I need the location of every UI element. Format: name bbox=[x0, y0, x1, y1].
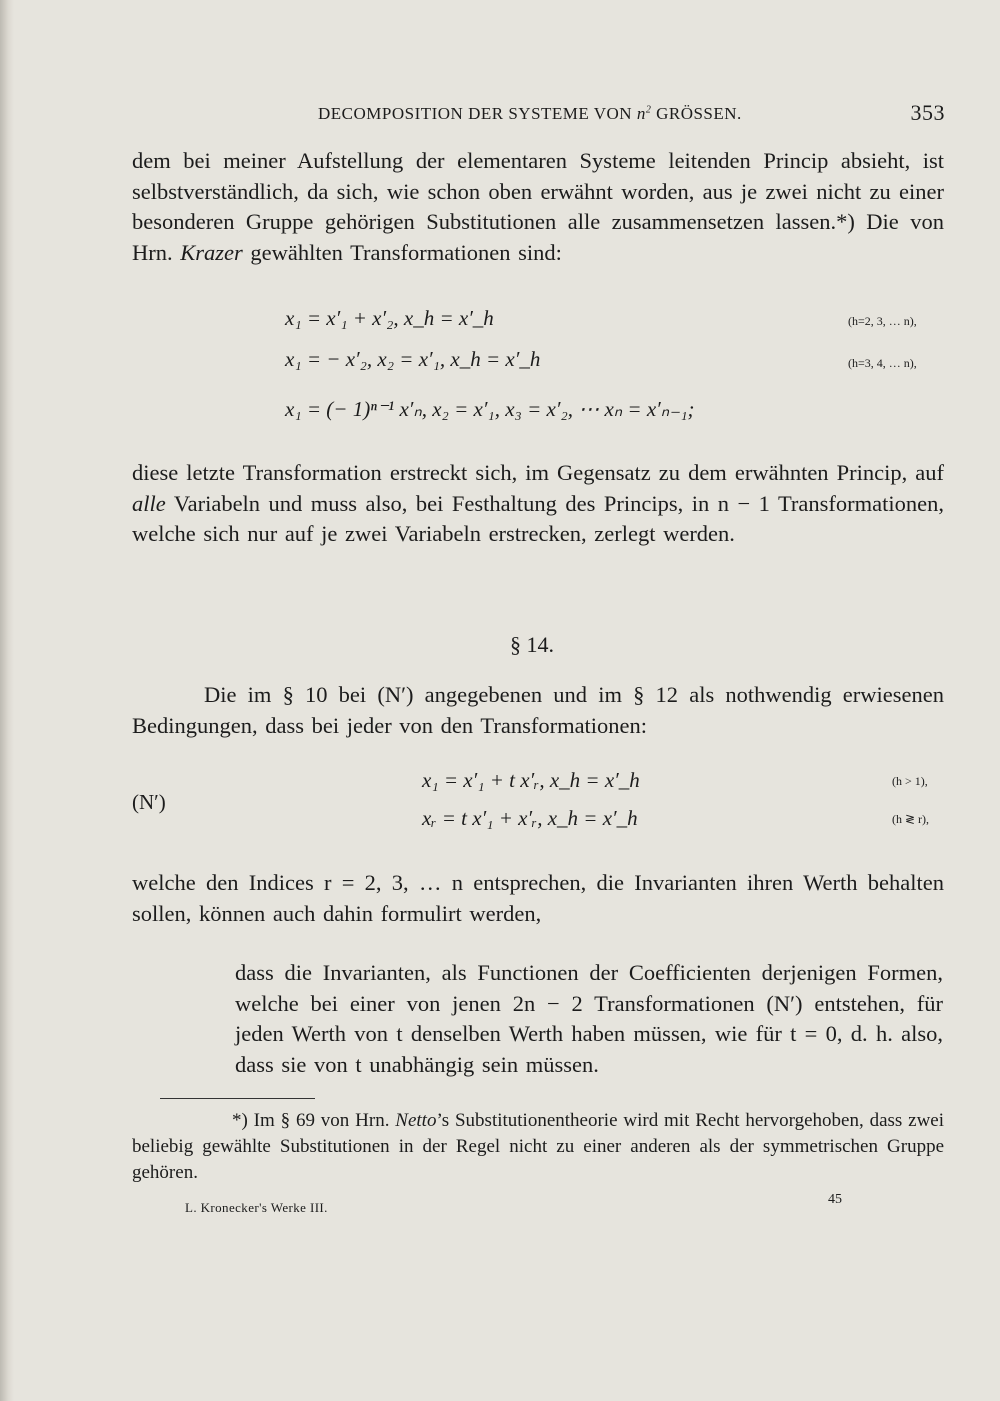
section-heading: § 14. bbox=[510, 632, 554, 657]
running-title-var: n bbox=[636, 104, 646, 123]
page-binding-edge bbox=[0, 0, 14, 1401]
running-title bbox=[318, 104, 742, 124]
printer-signature: L. Kronecker's Werke III. bbox=[185, 1200, 328, 1215]
paragraph-5: dass die Invarianten, als Functionen der Coefficienten derjenigen Formen, welche bei einer von jenen 2n − 2 Transformationen (N′) entstehen, für jeden Werth von t denselben Werth haben müssen, wie für t = 0, d. h. also, dass sie von t unabhängig sein müssen. bbox=[235, 960, 943, 1077]
footnote-body bbox=[132, 1108, 944, 1186]
equation-4: x₁ = x′₁ + t x′ᵣ, x_h = x′_h bbox=[422, 768, 640, 792]
running-title-exp: 2 bbox=[645, 104, 652, 116]
equation-3: x₁ = (− 1)ⁿ⁻¹ x′ₙ, x₂ = x′₁, x₃ = x′₂, ⋯ xₙ = x′ₙ₋₁; bbox=[285, 397, 695, 421]
paragraph-2-emphasis: alle bbox=[132, 490, 166, 516]
paragraph-1-text: dem bei meiner Aufstellung der elementaren Systeme leitenden Princip absieht, ist selbstverständlich, da sich, wie schon oben erwähnt worden, aus je zwei nicht zu einer besonderen Gruppe gehörigen Substitutionen alle zusammensetzen lassen.*) Die von Hrn. bbox=[132, 148, 944, 265]
equation-1-condition: (h=2, 3, … n), bbox=[848, 314, 917, 328]
system-label: (N′) bbox=[132, 790, 166, 814]
page-header bbox=[130, 98, 945, 132]
equation-1: x₁ = x′₁ + x′₂, x_h = x′_h bbox=[285, 306, 494, 330]
paragraph-2 bbox=[132, 458, 944, 550]
running-title-text: DECOMPOSITION DER SYSTEME VON bbox=[318, 104, 633, 123]
paragraph-1 bbox=[132, 146, 944, 268]
equation-2: x₁ = − x′₂, x₂ = x′₁, x_h = x′_h bbox=[285, 347, 541, 371]
paragraph-1-name: Krazer bbox=[180, 239, 243, 265]
footnote bbox=[132, 1108, 944, 1186]
paragraph-4: welche den Indices r = 2, 3, … n entsprechen, die Invarianten ihren Werth behalten sollen, können auch dahin formulirt werden, bbox=[132, 870, 944, 926]
equation-5-condition: (h ≷ r), bbox=[892, 812, 930, 826]
footnote-rule bbox=[160, 1098, 315, 1099]
footnote-tail: ’s Substitutionentheorie wird mit Recht hervorgehoben, dass zwei beliebig gewählte Substitutionen in der Regel nicht zu einer anderen als der symmetrischen Gruppe gehören. bbox=[132, 1110, 944, 1183]
paragraph-2-text: diese letzte Transformation erstreckt sich, im Gegensatz zu dem erwähnten Princip, auf bbox=[132, 460, 944, 485]
paragraph-1-tail: gewählten Transformationen sind: bbox=[250, 239, 562, 265]
equation-4-condition: (h > 1), bbox=[892, 774, 928, 788]
footnote-text: *) Im § 69 von Hrn. bbox=[232, 1110, 390, 1131]
equation-5: xᵣ = t x′₁ + x′ᵣ, x_h = x′_h bbox=[422, 806, 638, 830]
paragraph-2-tail: Variabeln und muss also, bei Festhaltung des Princips, in n − 1 Transformationen, welche sich nur auf je zwei Variabeln erstrecken, zerlegt werden. bbox=[132, 490, 944, 546]
page-number: 353 bbox=[910, 100, 945, 125]
running-title-tail: GRÖSSEN. bbox=[656, 104, 742, 123]
footnote-name: Netto bbox=[395, 1110, 437, 1131]
signature-number: 45 bbox=[828, 1192, 842, 1207]
paragraph-3: Die im § 10 bei (N′) angegebenen und im § 12 als nothwendig erwiesenen Bedingungen, dass bei jeder von den Transformationen: bbox=[132, 682, 944, 738]
equation-2-condition: (h=3, 4, … n), bbox=[848, 356, 917, 370]
